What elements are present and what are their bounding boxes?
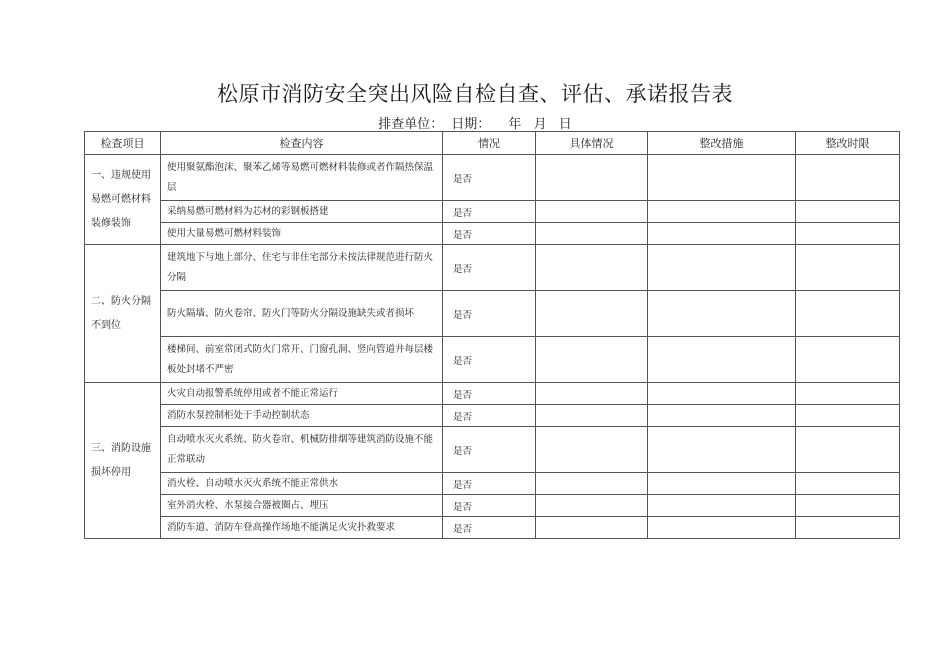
details-cell[interactable] bbox=[536, 517, 648, 539]
item-content: 建筑地下与地上部分、住宅与非住宅部分未按法律规范进行防火分隔 bbox=[161, 245, 443, 291]
measures-cell[interactable] bbox=[648, 517, 796, 539]
deadline-cell[interactable] bbox=[796, 223, 900, 245]
deadline-cell[interactable] bbox=[796, 495, 900, 517]
item-status: 是否 bbox=[443, 291, 536, 337]
category-cell: 一、违规使用易燃可燃材料装修装饰 bbox=[85, 155, 161, 245]
item-content: 使用大量易燃可燃材料装饰 bbox=[161, 223, 443, 245]
measures-cell[interactable] bbox=[648, 337, 796, 383]
item-status: 是否 bbox=[443, 495, 536, 517]
day-label: 日 bbox=[558, 117, 572, 132]
report-meta-line bbox=[0, 113, 950, 132]
details-cell[interactable] bbox=[536, 427, 648, 473]
measures-cell[interactable] bbox=[648, 245, 796, 291]
measures-cell[interactable] bbox=[648, 201, 796, 223]
deadline-cell[interactable] bbox=[796, 201, 900, 223]
item-status: 是否 bbox=[443, 245, 536, 291]
header-category: 检查项目 bbox=[85, 132, 161, 155]
table-row bbox=[85, 291, 900, 337]
category-cell: 三、消防设施损坏停用 bbox=[85, 383, 161, 539]
item-status: 是否 bbox=[443, 427, 536, 473]
deadline-cell[interactable] bbox=[796, 517, 900, 539]
table-row bbox=[85, 155, 900, 201]
item-status: 是否 bbox=[443, 383, 536, 405]
item-content: 防火隔墙、防火卷帘、防火门等防火分隔设施缺失或者损坏 bbox=[161, 291, 443, 337]
table-row bbox=[85, 337, 900, 383]
table-row bbox=[85, 473, 900, 495]
table-row bbox=[85, 405, 900, 427]
deadline-cell[interactable] bbox=[796, 405, 900, 427]
header-deadline: 整改时限 bbox=[796, 132, 900, 155]
header-status: 情况 bbox=[443, 132, 536, 155]
item-status: 是否 bbox=[443, 337, 536, 383]
item-status: 是否 bbox=[443, 201, 536, 223]
details-cell[interactable] bbox=[536, 291, 648, 337]
deadline-cell[interactable] bbox=[796, 383, 900, 405]
measures-cell[interactable] bbox=[648, 155, 796, 201]
date-label: 日期： bbox=[451, 117, 491, 132]
item-content: 采纳易燃可燃材料为芯材的彩钢板搭建 bbox=[161, 201, 443, 223]
deadline-cell[interactable] bbox=[796, 427, 900, 473]
deadline-cell[interactable] bbox=[796, 473, 900, 495]
item-content: 火灾自动报警系统停用或者不能正常运行 bbox=[161, 383, 443, 405]
item-content: 楼梯间、前室常闭式防火门常开、门窗孔洞、竖向管道井每层楼板处封堵不严密 bbox=[161, 337, 443, 383]
deadline-cell[interactable] bbox=[796, 155, 900, 201]
measures-cell[interactable] bbox=[648, 291, 796, 337]
item-status: 是否 bbox=[443, 473, 536, 495]
item-content: 自动喷水灭火系统、防火卷帘、机械防排烟等建筑消防设施不能正常联动 bbox=[161, 427, 443, 473]
page-title: 松原市消防安全突出风险自检自查、评估、承诺报告表 bbox=[217, 82, 733, 106]
deadline-cell[interactable] bbox=[796, 245, 900, 291]
table-row bbox=[85, 517, 900, 539]
details-cell[interactable] bbox=[536, 201, 648, 223]
item-content: 消火栓、自动喷水灭火系统不能正常供水 bbox=[161, 473, 443, 495]
table-row bbox=[85, 245, 900, 291]
inspection-table bbox=[84, 131, 900, 539]
details-cell[interactable] bbox=[536, 337, 648, 383]
measures-cell[interactable] bbox=[648, 405, 796, 427]
details-cell[interactable] bbox=[536, 223, 648, 245]
item-content: 消防车道、消防车登高操作场地不能满足火灾扑救要求 bbox=[161, 517, 443, 539]
measures-cell[interactable] bbox=[648, 223, 796, 245]
item-status: 是否 bbox=[443, 223, 536, 245]
measures-cell[interactable] bbox=[648, 473, 796, 495]
measures-cell[interactable] bbox=[648, 427, 796, 473]
table-row bbox=[85, 495, 900, 517]
item-content: 使用聚氨酯泡沫、聚苯乙烯等易燃可燃材料装修或者作隔热保温层 bbox=[161, 155, 443, 201]
header-measures: 整改措施 bbox=[648, 132, 796, 155]
deadline-cell[interactable] bbox=[796, 291, 900, 337]
year-label: 年 bbox=[508, 117, 522, 132]
category-cell: 二、防火分隔不到位 bbox=[85, 245, 161, 383]
table-row bbox=[85, 223, 900, 245]
header-details: 具体情况 bbox=[536, 132, 648, 155]
measures-cell[interactable] bbox=[648, 383, 796, 405]
details-cell[interactable] bbox=[536, 405, 648, 427]
details-cell[interactable] bbox=[536, 473, 648, 495]
item-status: 是否 bbox=[443, 405, 536, 427]
details-cell[interactable] bbox=[536, 383, 648, 405]
item-content: 室外消火栓、水泵接合器被圈占、埋压 bbox=[161, 495, 443, 517]
unit-label: 排查单位： bbox=[378, 117, 444, 132]
item-content: 消防水泵控制柜处于手动控制状态 bbox=[161, 405, 443, 427]
table-row bbox=[85, 427, 900, 473]
header-content: 检查内容 bbox=[161, 132, 443, 155]
table-row bbox=[85, 383, 900, 405]
deadline-cell[interactable] bbox=[796, 337, 900, 383]
details-cell[interactable] bbox=[536, 245, 648, 291]
item-status: 是否 bbox=[443, 155, 536, 201]
item-status: 是否 bbox=[443, 517, 536, 539]
measures-cell[interactable] bbox=[648, 495, 796, 517]
month-label: 月 bbox=[533, 117, 547, 132]
details-cell[interactable] bbox=[536, 495, 648, 517]
table-row bbox=[85, 201, 900, 223]
details-cell[interactable] bbox=[536, 155, 648, 201]
table-header-row bbox=[85, 132, 900, 155]
